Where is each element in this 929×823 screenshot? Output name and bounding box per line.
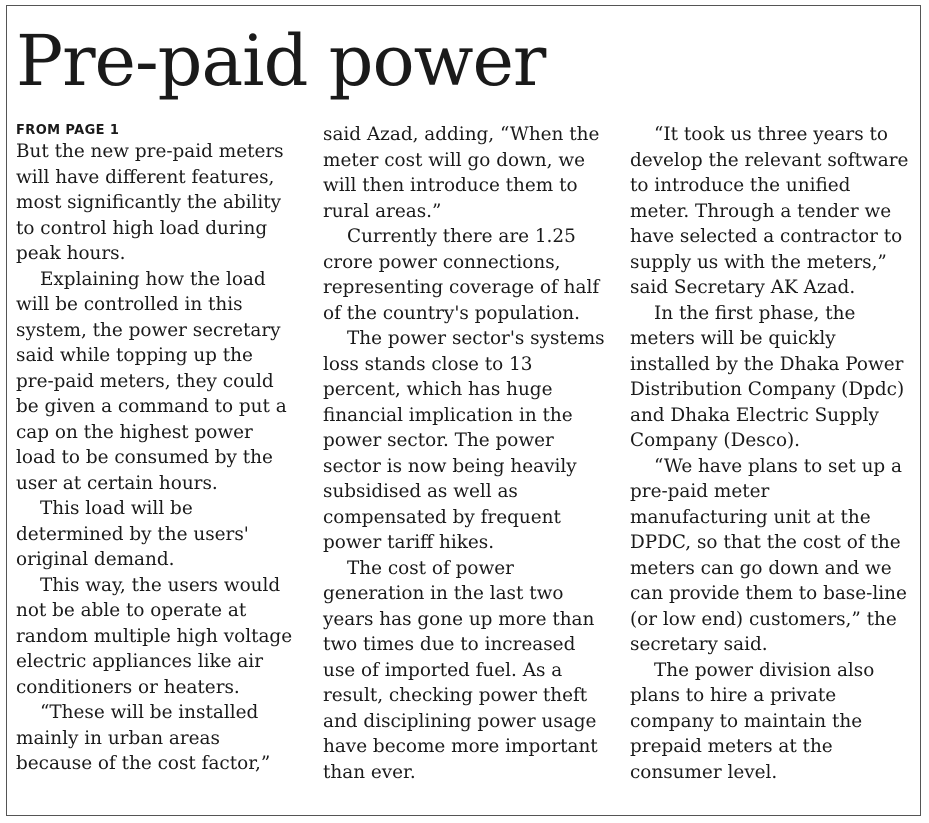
left-rule [6,5,7,816]
paragraph: This way, the users would not be able to operate at random multiple high voltage electric appliances like air conditioners or heaters. [16,574,293,698]
bottom-rule [6,815,921,816]
headline: Pre-paid power [16,20,546,102]
paragraph: The power division also plans to hire a private company to maintain the prepaid meters at the consumer level. [630,659,875,783]
paragraph: The power sector's systems loss stands close to 13 percent, which has huge financial implication in the power sector. The power sector is now being heavily subsidised as well as compensated by frequent power tariff hikes. [323,328,605,553]
paragraph: Currently there are 1.25 crore power connections, representing coverage of half of the country's population. [323,226,600,324]
paragraph: The cost of power generation in the last two years has gone up more than two times due to increased use of imported fuel. As a result, checking power theft and disciplining power usage have become more important than ever. [323,557,598,783]
column-3 [630,122,912,785]
right-rule [920,5,921,816]
column-1 [16,122,296,777]
paragraph: said Azad, adding, “When the meter cost will go down, we will then introduce them to rural areas.” [323,124,600,222]
paragraph: “These will be installed mainly in urban areas because of the cost factor,” [16,702,271,774]
kicker: FROM PAGE 1 [16,123,120,138]
paragraph: But the new pre-paid meters will have different features, most significantly the ability to control high load during peak hours. [16,141,284,264]
top-rule [6,5,921,6]
column-2 [323,122,605,785]
paragraph: This load will be determined by the users' original demand. [16,498,249,570]
paragraph: “It took us three years to develop the relevant software to introduce the unified meter. Through a tender we have selected a contractor to supply us with the meters,” said Secretary AK Azad. [630,124,909,298]
paragraph: “We have plans to set up a pre-paid meter manufacturing unit at the DPDC, so that the cost of the meters can go down and we can provide them to base-line (or low end) customers,” the secretary said. [630,455,907,655]
paragraph: Explaining how the load will be controlled in this system, the power secretary said while topping up the pre-paid meters, they could be given a command to put a cap on the highest power load to be consumed by the user at certain hours. [16,268,287,494]
paragraph: In the first phase, the meters will be quickly installed by the Dhaka Power Distribution Company (Dpdc) and Dhaka Electric Supply Company (Desco). [630,302,905,451]
